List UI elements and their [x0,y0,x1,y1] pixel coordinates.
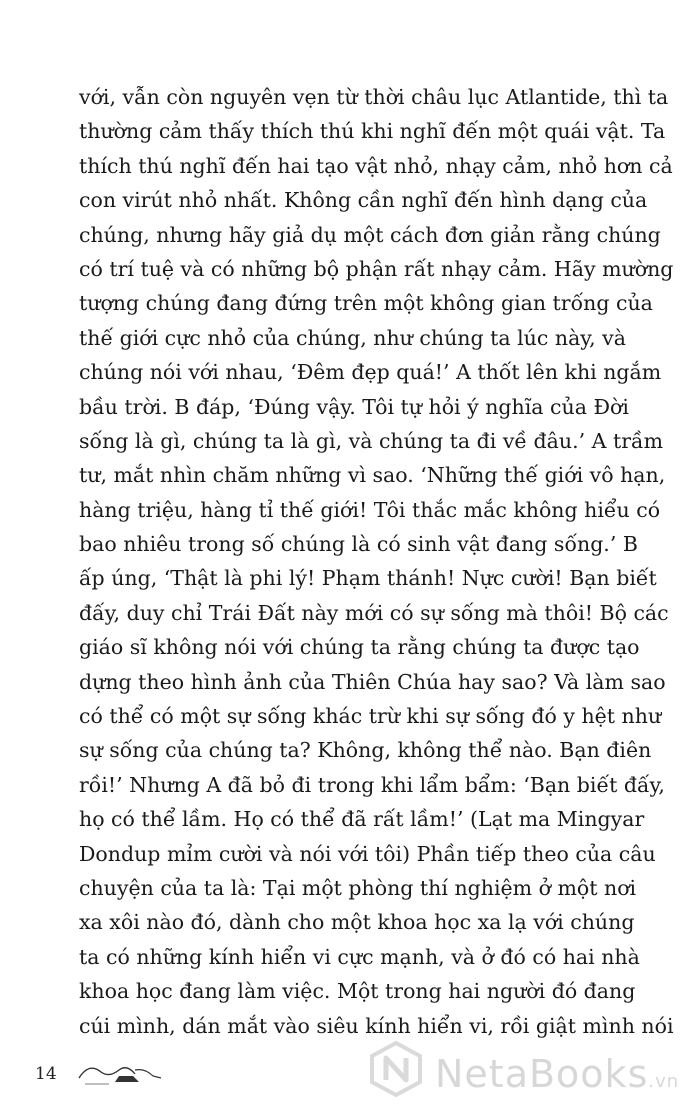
text-line: dựng theo hình ảnh của Thiên Chúa hay sao? Và làm sao [79,669,666,694]
text-line: tượng chúng đang đứng trên một không gian trống của [79,291,653,316]
text-line: sự sống của chúng ta? Không, không thể nào. Bạn điên [79,738,652,763]
text-line: hàng triệu, hàng tỉ thế giới! Tôi thắc mắc không hiểu có [79,497,661,522]
text-line: chúng, nhưng hãy giả dụ một cách đơn giản rằng chúng [79,222,661,247]
body-text [79,80,674,1043]
text-line: rồi!’ Nhưng A đã bỏ đi trong khi lẩm bẩm: ‘Bạn biết đấy, [79,772,665,797]
text-line: với, vẫn còn nguyên vẹn từ thời châu lục Atlantide, thì ta [79,85,669,109]
text-line: bầu trời. B đáp, ‘Đúng vậy. Tôi tự hỏi ý nghĩa của Đời [79,394,629,419]
page-number: 14 [35,1064,57,1084]
text-line: ấp úng, ‘Thật là phi lý! Phạm thánh! Nực cười! Bạn biết [79,566,657,591]
text-line: họ có thể lầm. Họ có thể đã rất lầm!’ (Lạt ma Mingyar [79,807,645,832]
monk-ornament-icon [75,1058,165,1088]
text-line: giáo sĩ không nói với chúng ta rằng chúng ta được tạo [79,635,640,660]
text-line: khoa học đang làm việc. Một trong hai người đó đang [79,979,636,1004]
watermark-brand: NetaBooks.vn [435,1052,680,1096]
watermark [355,1030,700,1110]
text-line: chúng nói với nhau, ‘Đêm đẹp quá!’ A thốt lên khi ngắm [79,360,662,385]
text-line: Dondup mỉm cười và nói với tôi) Phần tiếp theo của câu [79,841,656,866]
text-line: có trí tuệ và có những bộ phận rất nhạy cảm. Hãy mường [79,256,674,281]
text-line: chuyện của ta là: Tại một phòng thí nghiệm ở một nơi [79,875,637,900]
page-footer [35,1058,215,1098]
text-line: thế giới cực nhỏ của chúng, như chúng ta lúc này, và [79,325,626,350]
text-line: con virút nhỏ nhất. Không cần nghĩ đến hình dạng của [79,188,648,213]
text-line: bao nhiêu trong số chúng là có sinh vật đang sống.’ B [79,532,638,557]
watermark-suffix: .vn [648,1071,680,1092]
text-line: thường cảm thấy thích thú khi nghĩ đến một quái vật. Ta [79,119,666,144]
netabooks-logo-icon [367,1040,425,1098]
text-line: sống là gì, chúng ta là gì, và chúng ta đi về đâu.’ A trầm [79,428,664,453]
text-line: có thể có một sự sống khác trừ khi sự sống đó y hệt như [79,704,662,729]
text-line: cúi mình, dán mắt vào siêu kính hiển vi, rồi giật mình nói [79,1013,674,1038]
text-line: tư, mắt nhìn chăm những vì sao. ‘Những thế giới vô hạn, [79,463,666,488]
text-line: ta có những kính hiển vi cực mạnh, và ở đó có hai nhà [79,944,640,969]
text-line: đấy, duy chỉ Trái Đất này mới có sự sống mà thôi! Bộ các [79,600,669,625]
text-line: xa xôi nào đó, dành cho một khoa học xa lạ với chúng [79,910,635,935]
text-line: thích thú nghĩ đến hai tạo vật nhỏ, nhạy cảm, nhỏ hơn cả [79,153,673,178]
